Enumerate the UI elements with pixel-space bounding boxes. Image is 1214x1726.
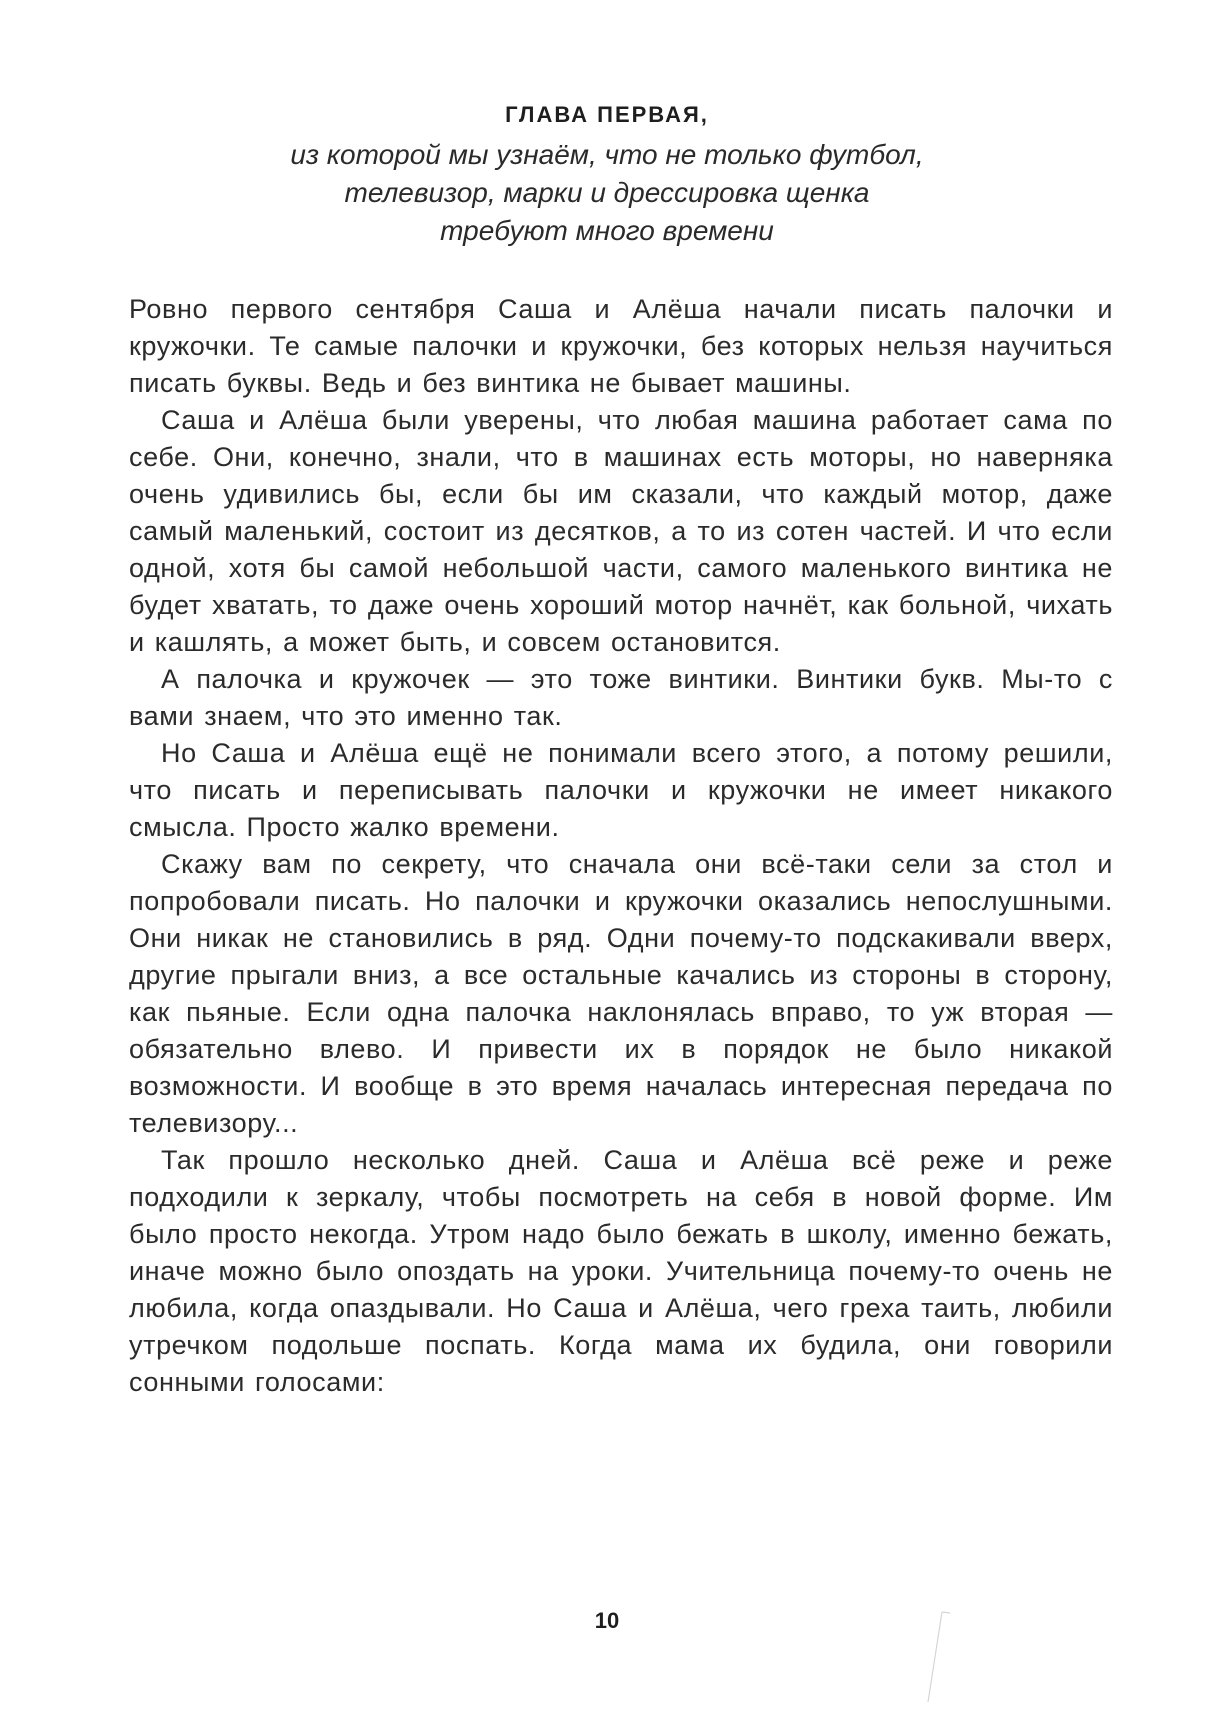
paragraph: Так прошло несколько дней. Саша и Алёша всё реже и реже подходили к зеркалу, чтобы посмотреть на себя в новой форме. Им было просто некогда. Утром надо было бежать в школу, именно бежать, иначе можно было опоздать на уроки. Учительница почему-то очень не любила, когда опаздывали. Но Саша и Алёша, чего греха таить, любили утречком подольше поспать. Когда мама их будила, они говорили сонными голосами: [129, 1145, 1113, 1397]
chapter-subtitle-line: телевизор, марки и дрессировка щенка [344, 177, 870, 208]
chapter-subtitle-line: требуют много времени [440, 215, 774, 246]
paragraph: А палочка и кружочек — это тоже винтики. Винтики букв. Мы-то с вами знаем, что это именно так. [129, 664, 1113, 731]
page-edge-mark [920, 1610, 960, 1705]
chapter-subtitle-line: из которой мы узнаём, что не только футбол, [290, 139, 924, 170]
paragraph: Но Саша и Алёша ещё не понимали всего этого, а потому решили, что писать и переписывать палочки и кружочки не имеет никакого смысла. Просто жалко времени. [129, 738, 1113, 842]
page-number: 10 [594, 1608, 620, 1633]
chapter-subtitle [0, 136, 1214, 250]
paragraph: Ровно первого сентября Саша и Алёша начали писать палочки и кружочки. Те самые палочки и кружочки, без которых нельзя научиться писать буквы. Ведь и без винтика не бывает машины. [129, 294, 1113, 398]
chapter-heading [0, 100, 1214, 250]
chapter-title: ГЛАВА ПЕРВАЯ, [505, 102, 709, 127]
body-text [129, 291, 1113, 1401]
paragraph: Саша и Алёша были уверены, что любая машина работает сама по себе. Они, конечно, знали, что в машинах есть моторы, но наверняка очень удивились бы, если бы им сказали, что каждый мотор, даже самый маленький, состоит из десятков, а то из сотен частей. И что если одной, хотя бы самой небольшой части, самого маленького винтика не будет хватать, то даже очень хороший мотор начнёт, как больной, чихать и кашлять, а может быть, и совсем остановится. [129, 405, 1113, 657]
paragraph: Скажу вам по секрету, что сначала они всё-таки сели за стол и попробовали писать. Но палочки и кружочки оказались непослушными. Они никак не становились в ряд. Одни почему-то подскакивали вверх, другие прыгали вниз, а все остальные качались из стороны в сторону, как пьяные. Если одна палочка наклонялась вправо, то уж вторая — обязательно влево. И привести их в порядок не было никакой возможности. И вообще в это время началась интересная передача по телевизору... [129, 849, 1113, 1138]
